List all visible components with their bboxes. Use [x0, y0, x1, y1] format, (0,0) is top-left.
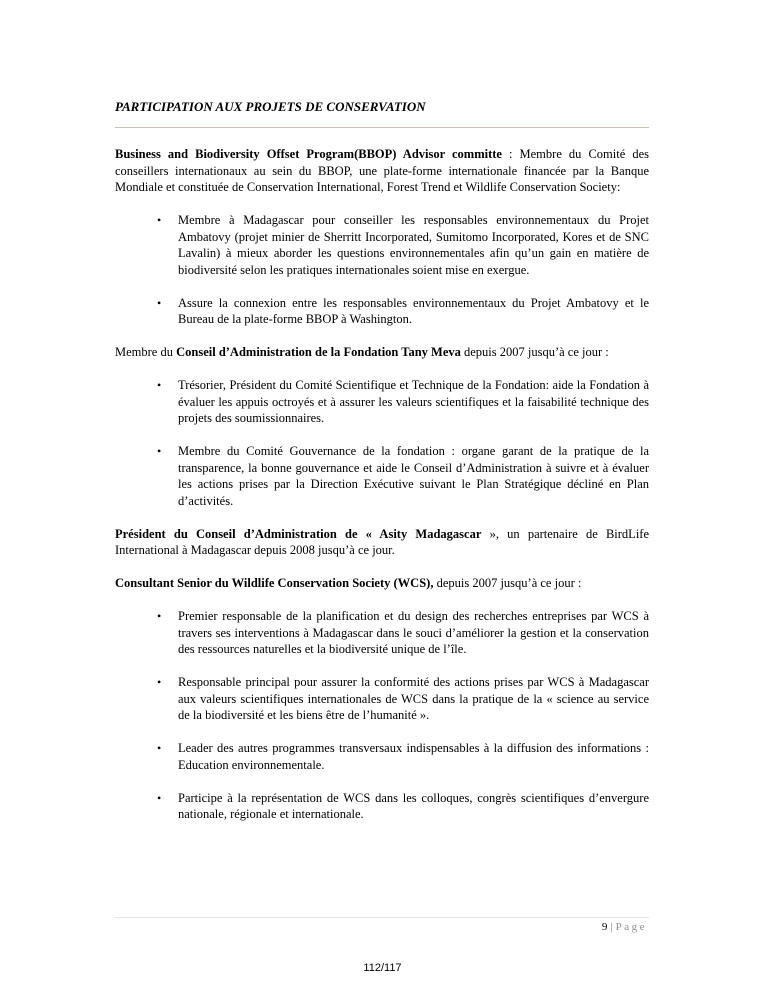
list-item	[115, 295, 649, 328]
bullet-icon: •	[157, 675, 162, 689]
list-item-text: Leader des autres programmes transversaux indispensables à la diffusion des informations : Education environnementale.	[178, 741, 649, 772]
paragraph-bbop	[115, 146, 649, 196]
bullet-icon: •	[157, 295, 162, 310]
paragraph-wcs-text: depuis 2007 jusqu’à ce jour :	[433, 576, 582, 590]
list-item-text: Membre du Comité Gouvernance de la fondation : organe garant de la pratique de la transparence, la bonne gouvernance et aide le Conseil d’Administration à suivre et à évaluer les actions prises par la Direction Exécutive suivant le Plan Stratégique décliné en Plan d’activités.	[178, 444, 649, 508]
tany-meva-list	[115, 377, 649, 509]
paragraph-bbop-text: : Membre du Comité des conseillers internationaux au sein du BBOP, une plate-forme internationale financée par la Banque Mondiale et constituée de Conservation International, Forest Trend et Wildlife Conservation Society:	[115, 147, 649, 194]
section-title: PARTICIPATION AUX PROJETS DE CONSERVATION	[115, 99, 426, 114]
bullet-icon: •	[157, 609, 162, 623]
paragraph-tany-meva-post: depuis 2007 jusqu’à ce jour :	[460, 345, 609, 359]
page-number: 9	[601, 921, 608, 933]
list-item	[115, 674, 649, 724]
list-item	[115, 790, 649, 823]
paragraph-bbop-heading: Business and Biodiversity Offset Program(BBOP) Advisor committe	[115, 147, 502, 161]
paragraph-wcs	[115, 575, 649, 592]
list-item	[115, 212, 649, 278]
list-item-text: Responsable principal pour assurer la conformité des actions prises par WCS à Madagascar aux valeurs scientifiques internationales de WCS dans la pratique de la « science au service de la biodiversité et les biens être de l’humanité ».	[178, 675, 649, 722]
list-item	[115, 608, 649, 658]
list-item-text: Premier responsable de la planification et du design des recherches entreprises par WCS à travers ses interventions à Madagascar dans le souci d’améliorer la gestion et la conservation des ressources naturelles et la biodiversité unique de l’île.	[178, 609, 649, 656]
viewer-page-counter: 112/117	[363, 962, 402, 974]
bullet-icon: •	[157, 378, 162, 392]
list-item-text: Participe à la représentation de WCS dans les colloques, congrès scientifiques d’envergure nationale, régionale et internationale.	[178, 790, 649, 821]
list-item	[115, 443, 649, 509]
list-item-text: Trésorier, Président du Comité Scientifique et Technique de la Fondation: aide la Fondation à évaluer les appuis octroyés et à assurer les valeurs scientifiques et la faisabilité technique des projets des soumissionnaires.	[178, 378, 649, 425]
paragraph-asity-text: », un partenaire de BirdLife International à Madagascar depuis 2008 jusqu’à ce jour.	[115, 526, 649, 557]
paragraph-asity-heading: Président du Conseil d’Administration de « Asity Madagascar	[115, 526, 482, 541]
paragraph-tany-meva-heading: Conseil d’Administration de la Fondation Tany Meva	[176, 345, 461, 359]
footer-divider	[115, 917, 649, 918]
page-footer	[602, 920, 647, 934]
paragraph-tany-meva	[115, 344, 649, 361]
list-item	[115, 740, 649, 773]
paragraph-wcs-heading: Consultant Senior du Wildlife Conservation Society (WCS),	[115, 576, 434, 590]
title-divider	[115, 127, 649, 128]
document-body	[115, 146, 649, 839]
footer-separator: |	[610, 921, 613, 933]
paragraph-tany-meva-pre: Membre du	[115, 345, 177, 359]
list-item	[115, 377, 649, 427]
list-item-text: Assure la connexion entre les responsables environnementaux du Projet Ambatovy et le Bureau de la plate-forme BBOP à Washington.	[178, 295, 649, 326]
bullet-icon: •	[157, 741, 162, 755]
wcs-list	[115, 608, 649, 823]
bullet-icon: •	[157, 213, 162, 227]
bbop-list	[115, 212, 649, 328]
bullet-icon: •	[157, 790, 162, 805]
paragraph-asity	[115, 526, 649, 559]
list-item-text: Membre à Madagascar pour conseiller les responsables environnementaux du Projet Ambatovy (projet minier de Sherritt Incorporated, Sumitomo Incorporated, Kores et de SNC Lavalin) à mieux aborder les questions environnementales afin qu’un gain en matière de biodiversité selon les pratiques internationales soient mise en exergue.	[178, 213, 649, 277]
page-label: Page	[615, 921, 647, 933]
bullet-icon: •	[157, 444, 162, 458]
